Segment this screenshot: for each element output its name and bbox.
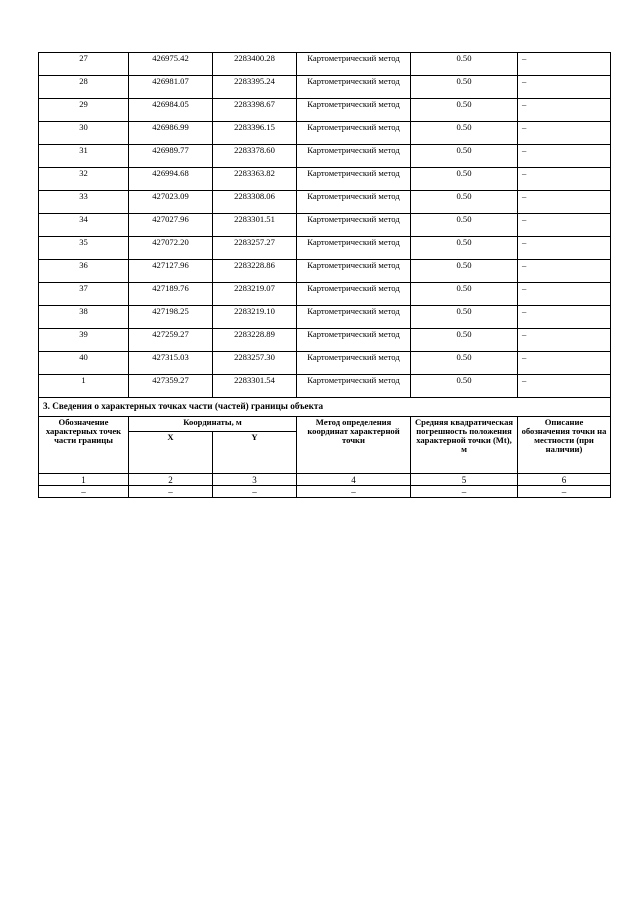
coord-x: 426975.42 bbox=[129, 53, 213, 76]
description: – bbox=[518, 237, 611, 260]
table-row bbox=[39, 122, 611, 145]
coord-y: 2283363.82 bbox=[213, 168, 297, 191]
description: – bbox=[518, 145, 611, 168]
table-row bbox=[39, 283, 611, 306]
coord-x: 427072.20 bbox=[129, 237, 213, 260]
boundary-points-table bbox=[38, 52, 611, 498]
point-number: 30 bbox=[39, 122, 129, 145]
description: – bbox=[518, 53, 611, 76]
description: – bbox=[518, 352, 611, 375]
coord-x: 427315.03 bbox=[129, 352, 213, 375]
coord-y: 2283396.15 bbox=[213, 122, 297, 145]
error-value: 0.50 bbox=[411, 214, 518, 237]
point-number: 28 bbox=[39, 76, 129, 99]
description: – bbox=[518, 168, 611, 191]
table-row bbox=[39, 352, 611, 375]
coord-x: 427198.25 bbox=[129, 306, 213, 329]
coord-y: 2283219.10 bbox=[213, 306, 297, 329]
empty-cell: – bbox=[129, 486, 213, 498]
error-value: 0.50 bbox=[411, 306, 518, 329]
header-method: Метод определения координат характерной точки bbox=[297, 417, 411, 474]
header-error: Средняя квадратическая погрешность положения характерной точки (Mt), м bbox=[411, 417, 518, 474]
error-value: 0.50 bbox=[411, 99, 518, 122]
coord-y: 2283219.07 bbox=[213, 283, 297, 306]
section-3-title-row bbox=[39, 398, 611, 417]
error-value: 0.50 bbox=[411, 122, 518, 145]
point-number: 31 bbox=[39, 145, 129, 168]
section-3-block bbox=[39, 398, 611, 498]
error-value: 0.50 bbox=[411, 283, 518, 306]
description: – bbox=[518, 260, 611, 283]
coord-y: 2283257.27 bbox=[213, 237, 297, 260]
empty-cell: – bbox=[213, 486, 297, 498]
coord-x: 427359.27 bbox=[129, 375, 213, 398]
method: Картометрический метод bbox=[297, 191, 411, 214]
empty-cell: – bbox=[297, 486, 411, 498]
table-row bbox=[39, 306, 611, 329]
coord-y: 2283301.54 bbox=[213, 375, 297, 398]
header-description: Описание обозначения точки на местности (при наличии) bbox=[518, 417, 611, 474]
method: Картометрический метод bbox=[297, 260, 411, 283]
error-value: 0.50 bbox=[411, 329, 518, 352]
coord-x: 426989.77 bbox=[129, 145, 213, 168]
table-row bbox=[39, 145, 611, 168]
column-number: 3 bbox=[213, 474, 297, 486]
point-number: 39 bbox=[39, 329, 129, 352]
coord-x: 427023.09 bbox=[129, 191, 213, 214]
section-3-title: 3. Сведения о характерных точках части (частей) границы объекта bbox=[39, 398, 611, 417]
method: Картометрический метод bbox=[297, 214, 411, 237]
method: Картометрический метод bbox=[297, 168, 411, 191]
coord-y: 2283228.89 bbox=[213, 329, 297, 352]
points-table-body bbox=[39, 53, 611, 398]
method: Картометрический метод bbox=[297, 145, 411, 168]
table-row bbox=[39, 53, 611, 76]
coord-y: 2283378.60 bbox=[213, 145, 297, 168]
coord-x: 427259.27 bbox=[129, 329, 213, 352]
header-coordinates: Координаты, м bbox=[129, 417, 297, 432]
description: – bbox=[518, 375, 611, 398]
empty-cell: – bbox=[411, 486, 518, 498]
method: Картометрический метод bbox=[297, 375, 411, 398]
description: – bbox=[518, 329, 611, 352]
method: Картометрический метод bbox=[297, 53, 411, 76]
point-number: 37 bbox=[39, 283, 129, 306]
method: Картометрический метод bbox=[297, 306, 411, 329]
description: – bbox=[518, 191, 611, 214]
coord-x: 426981.07 bbox=[129, 76, 213, 99]
table-row bbox=[39, 191, 611, 214]
coord-y: 2283228.86 bbox=[213, 260, 297, 283]
column-number: 4 bbox=[297, 474, 411, 486]
empty-data-row bbox=[39, 486, 611, 498]
coord-x: 426994.68 bbox=[129, 168, 213, 191]
table-row bbox=[39, 329, 611, 352]
error-value: 0.50 bbox=[411, 375, 518, 398]
point-number: 1 bbox=[39, 375, 129, 398]
section-3-header-row-1 bbox=[39, 417, 611, 432]
column-number: 2 bbox=[129, 474, 213, 486]
coord-x: 427127.96 bbox=[129, 260, 213, 283]
table-row bbox=[39, 168, 611, 191]
coord-y: 2283400.28 bbox=[213, 53, 297, 76]
table-row bbox=[39, 76, 611, 99]
error-value: 0.50 bbox=[411, 145, 518, 168]
error-value: 0.50 bbox=[411, 191, 518, 214]
header-x: X bbox=[129, 432, 213, 474]
error-value: 0.50 bbox=[411, 76, 518, 99]
description: – bbox=[518, 76, 611, 99]
column-numbers-row bbox=[39, 474, 611, 486]
table-row bbox=[39, 260, 611, 283]
coord-y: 2283398.67 bbox=[213, 99, 297, 122]
header-y: Y bbox=[213, 432, 297, 474]
description: – bbox=[518, 306, 611, 329]
table-row bbox=[39, 99, 611, 122]
error-value: 0.50 bbox=[411, 352, 518, 375]
coord-x: 427189.76 bbox=[129, 283, 213, 306]
coord-x: 426986.99 bbox=[129, 122, 213, 145]
coord-y: 2283301.51 bbox=[213, 214, 297, 237]
table-row bbox=[39, 237, 611, 260]
point-number: 33 bbox=[39, 191, 129, 214]
method: Картометрический метод bbox=[297, 329, 411, 352]
point-number: 27 bbox=[39, 53, 129, 76]
error-value: 0.50 bbox=[411, 237, 518, 260]
method: Картометрический метод bbox=[297, 237, 411, 260]
method: Картометрический метод bbox=[297, 99, 411, 122]
coord-y: 2283308.06 bbox=[213, 191, 297, 214]
table-row bbox=[39, 375, 611, 398]
description: – bbox=[518, 283, 611, 306]
error-value: 0.50 bbox=[411, 260, 518, 283]
error-value: 0.50 bbox=[411, 53, 518, 76]
point-number: 34 bbox=[39, 214, 129, 237]
method: Картометрический метод bbox=[297, 122, 411, 145]
method: Картометрический метод bbox=[297, 76, 411, 99]
point-number: 35 bbox=[39, 237, 129, 260]
header-point-designation: Обозначение характерных точек части границы bbox=[39, 417, 129, 474]
coord-x: 427027.96 bbox=[129, 214, 213, 237]
empty-cell: – bbox=[518, 486, 611, 498]
point-number: 38 bbox=[39, 306, 129, 329]
method: Картометрический метод bbox=[297, 352, 411, 375]
column-number: 5 bbox=[411, 474, 518, 486]
description: – bbox=[518, 214, 611, 237]
empty-cell: – bbox=[39, 486, 129, 498]
point-number: 29 bbox=[39, 99, 129, 122]
error-value: 0.50 bbox=[411, 168, 518, 191]
table-row bbox=[39, 214, 611, 237]
coord-y: 2283395.24 bbox=[213, 76, 297, 99]
method: Картометрический метод bbox=[297, 283, 411, 306]
coord-y: 2283257.30 bbox=[213, 352, 297, 375]
column-number: 6 bbox=[518, 474, 611, 486]
description: – bbox=[518, 122, 611, 145]
coord-x: 426984.05 bbox=[129, 99, 213, 122]
point-number: 32 bbox=[39, 168, 129, 191]
description: – bbox=[518, 99, 611, 122]
point-number: 40 bbox=[39, 352, 129, 375]
column-number: 1 bbox=[39, 474, 129, 486]
point-number: 36 bbox=[39, 260, 129, 283]
